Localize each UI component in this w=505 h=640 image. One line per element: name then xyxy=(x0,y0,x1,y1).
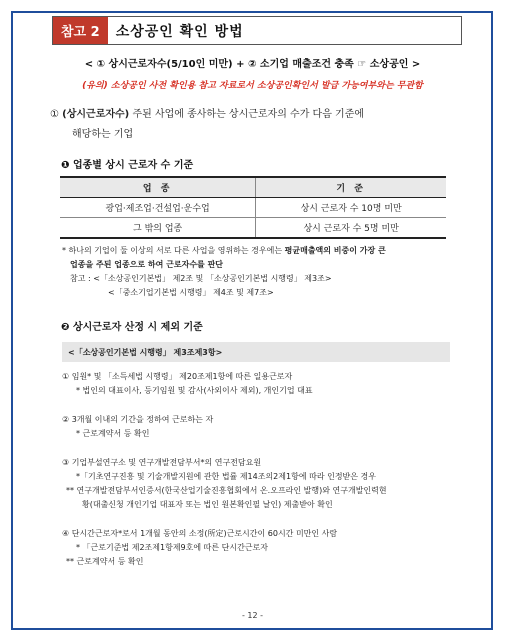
item-sub: * 「근로기준법 제2조제1항제9호에 따른 단시간근로자 xyxy=(76,543,268,552)
note-line1-b: 평균매출액의 비중이 가장 큰 xyxy=(284,246,386,255)
list-item xyxy=(62,370,462,398)
note-line2: 업종을 주된 업종으로 하여 근로자수를 판단 xyxy=(70,260,224,269)
table-cell: 상시 근로자 수 10명 미만 xyxy=(256,198,446,218)
item-sub: * 법인의 대표이사, 등기임원 및 감사(사외이사 제외), 개인기업 대표 xyxy=(76,386,313,395)
item-sub: * 근로계약서 등 확인 xyxy=(76,429,150,438)
note-ref2: <「중소기업기본법 시행령」 제4조 및 제7조> xyxy=(108,288,274,297)
intro-lead: (상시근로자수) xyxy=(62,109,130,120)
section2-title: ❷ 상시근로자 산정 시 제외 기준 xyxy=(61,322,203,333)
intro-line2: 해당하는 기업 xyxy=(72,129,134,140)
law-reference-box: <「소상공인기본법 시행령」 제3조제3항> xyxy=(62,342,450,362)
criteria-summary: < ① 상시근로자수(5/10인 미만) + ② 소기업 매출조건 충족 ☞ 소상공인 > xyxy=(84,59,421,70)
list-item xyxy=(62,527,462,569)
table-cell: 광업·제조업·건설업·운수업 xyxy=(60,198,256,218)
criteria-table xyxy=(60,176,446,239)
reference-tag: 참고 2 xyxy=(53,17,108,44)
table-cell: 그 밖의 업종 xyxy=(60,218,256,239)
table-row xyxy=(60,218,446,239)
section-header xyxy=(52,16,462,45)
note-line1-a: * 하나의 기업이 둘 이상의 서로 다른 사업을 영위하는 경우에는 xyxy=(62,246,285,255)
intro-line1: 주된 사업에 종사하는 상시근로자의 수가 다음 기준에 xyxy=(129,109,365,120)
item-sub: ** 연구개발전담부서인증서(한국산업기술진흥협회에서 온.오프라인 발행)와 연구개발인력현 xyxy=(66,486,387,495)
table-notes xyxy=(62,244,462,300)
list-item xyxy=(62,413,462,441)
page-title: 소상공인 확인 방법 xyxy=(115,23,244,40)
list-item xyxy=(62,456,462,512)
warning-note: (유의) 소상공인 사전 확인용 참고 자료로서 소상공인확인서 발급 가능여부와는 무관함 xyxy=(82,81,423,91)
item-main: ② 3개월 이내의 기간을 정하여 근로하는 자 xyxy=(62,415,214,424)
item-main: ③ 기업부설연구소 및 연구개발전담부서*의 연구전담요원 xyxy=(62,458,262,467)
note-ref1: 참고 : <「소상공인기본법」 제2조 및 「소상공인기본법 시행령」 제3조> xyxy=(70,274,332,283)
item-sub: *「기초연구진흥 및 기술개발지원에 관한 법률 제14조의2제1항에 따라 인정받은 경우 xyxy=(76,472,376,481)
section1-title: ❶ 업종별 상시 근로자 수 기준 xyxy=(61,160,194,171)
table-header-row xyxy=(60,177,446,198)
intro-marker: ① xyxy=(50,109,59,120)
table-row xyxy=(60,198,446,218)
table-cell: 상시 근로자 수 5명 미만 xyxy=(256,218,446,239)
page-number: - 12 - xyxy=(241,611,264,620)
item-sub: ** 근로계약서 등 확인 xyxy=(66,557,144,566)
table-header-standard: 기 준 xyxy=(256,177,446,198)
item-sub: 황(대출신청 개인기업 대표자 또는 법인 원본확인필 날인) 제출받아 확인 xyxy=(82,500,333,509)
intro-paragraph xyxy=(50,105,470,145)
table-header-industry: 업 종 xyxy=(60,177,256,198)
exclusion-list xyxy=(62,370,462,584)
item-main: ④ 단시간근로자*로서 1개월 동안의 소정(所定)근로시간이 60시간 미만인 사람 xyxy=(62,529,338,538)
item-main: ① 임원* 및 「소득세법 시행령」 제20조제1항에 따른 일용근로자 xyxy=(62,372,293,381)
